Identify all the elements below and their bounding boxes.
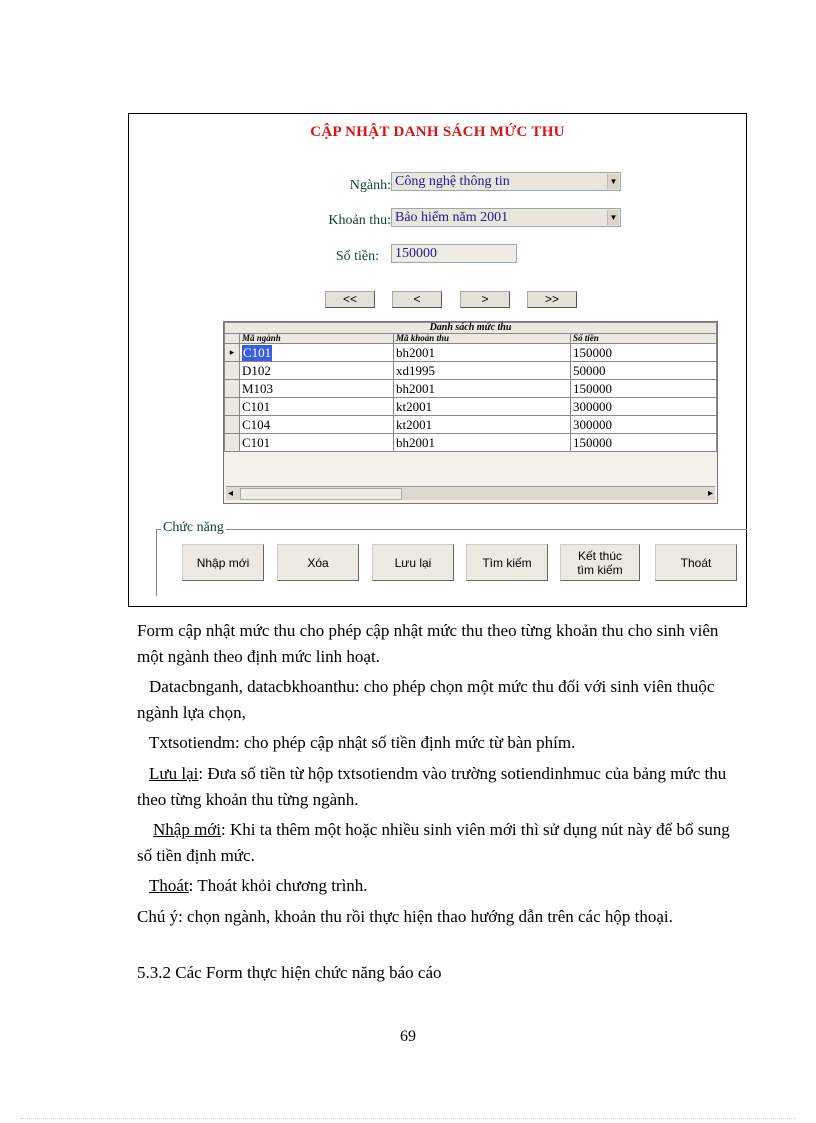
new-button[interactable]: Nhập mới xyxy=(182,544,264,581)
last-record-button[interactable]: >> xyxy=(527,291,577,308)
table-cell[interactable]: C104 xyxy=(240,416,394,434)
chevron-down-icon[interactable]: ▼ xyxy=(607,210,619,225)
sotien-input[interactable]: 150000 xyxy=(391,244,517,263)
delete-button[interactable]: Xóa xyxy=(277,544,359,581)
scroll-right-icon[interactable]: ▸ xyxy=(707,488,713,499)
column-header[interactable]: Mã khoản thu xyxy=(394,334,571,344)
desc-exit: : Thoát khỏi chương trình. xyxy=(188,876,368,895)
row-header[interactable] xyxy=(225,398,240,416)
desc-new: : Khi ta thêm một hoặc nhiều sinh viên mới thì sử dụng nút này để bổ sung số tiền định mức. xyxy=(137,820,730,865)
paragraph-note: Chú ý: chọn ngành, khoản thu rồi thực hiện thao hướng dẫn trên các hộp thoại. xyxy=(137,907,673,926)
table-cell[interactable]: xd1995 xyxy=(394,362,571,380)
search-button[interactable]: Tìm kiếm xyxy=(466,544,548,581)
paragraph-exit xyxy=(137,873,737,899)
term-exit: Thoát xyxy=(149,876,189,895)
table-cell[interactable]: C101 xyxy=(240,398,394,416)
table-cell[interactable]: 50000 xyxy=(571,362,717,380)
horizontal-scrollbar[interactable] xyxy=(226,486,715,500)
row-header[interactable] xyxy=(225,416,240,434)
table-cell[interactable]: 150000 xyxy=(571,434,717,452)
scroll-left-icon[interactable]: ◂ xyxy=(228,488,234,499)
table-cell[interactable]: kt2001 xyxy=(394,416,571,434)
table-row[interactable] xyxy=(225,344,717,362)
form-window xyxy=(128,113,747,607)
table-cell[interactable] xyxy=(240,344,394,362)
khoanthu-combo-value: Bảo hiểm năm 2001 xyxy=(395,210,509,225)
khoanthu-combo[interactable] xyxy=(391,208,621,227)
grid-corner xyxy=(225,334,240,344)
row-header[interactable] xyxy=(225,434,240,452)
prev-record-button[interactable]: < xyxy=(392,291,442,308)
table-cell[interactable]: 150000 xyxy=(571,344,717,362)
page-bottom-rule xyxy=(20,1118,796,1119)
section-heading: 5.3.2 Các Form thực hiện chức năng báo cáo xyxy=(137,963,442,982)
save-button[interactable]: Lưu lại xyxy=(372,544,454,581)
next-record-button[interactable]: > xyxy=(460,291,510,308)
table-cell[interactable]: C101 xyxy=(240,434,394,452)
table-row[interactable] xyxy=(225,362,717,380)
table-cell[interactable]: 300000 xyxy=(571,416,717,434)
end-search-button[interactable]: Kết thúc tìm kiếm xyxy=(560,544,640,581)
term-save: Lưu lại xyxy=(149,764,199,783)
scrollbar-thumb[interactable] xyxy=(240,488,402,500)
row-header[interactable] xyxy=(225,362,240,380)
table-row[interactable] xyxy=(225,398,717,416)
table-row[interactable] xyxy=(225,434,717,452)
page-number: 69 xyxy=(400,1028,416,1045)
row-header[interactable] xyxy=(225,380,240,398)
data-grid[interactable] xyxy=(223,321,718,504)
table-cell[interactable]: D102 xyxy=(240,362,394,380)
table-cell[interactable]: bh2001 xyxy=(394,344,571,362)
first-record-button[interactable]: << xyxy=(325,291,375,308)
column-header[interactable]: Mã ngành xyxy=(240,334,394,344)
function-group-legend: Chức năng xyxy=(163,520,224,535)
term-new: Nhập mới xyxy=(153,820,222,839)
sotien-label: Số tiền: xyxy=(335,249,379,264)
desc-save: : Đưa số tiền từ hộp txtsotiendm vào trường sotiendinhmuc của bảng mức thu theo từng khoản thu từng ngành. xyxy=(137,764,727,809)
table-cell[interactable]: bh2001 xyxy=(394,380,571,398)
table-row[interactable] xyxy=(225,416,717,434)
paragraph-new xyxy=(137,817,737,869)
row-indicator-icon: ▸ xyxy=(225,344,240,362)
selected-cell-text: C101 xyxy=(243,344,272,360)
exit-button[interactable]: Thoát xyxy=(655,544,737,581)
nganh-label: Ngành: xyxy=(349,178,391,193)
grid-caption: Danh sách mức thu xyxy=(225,323,717,334)
khoanthu-label: Khoản thu: xyxy=(328,213,391,228)
nganh-combo-value: Công nghệ thông tin xyxy=(395,174,510,189)
paragraph-intro: Form cập nhật mức thu cho phép cập nhật mức thu theo từng khoản thu cho sinh viên một ngành theo định mức linh hoạt. xyxy=(137,621,719,666)
table-cell[interactable]: 300000 xyxy=(571,398,717,416)
paragraph-textbox: Txtsotiendm: cho phép cập nhật số tiền định mức từ bàn phím. xyxy=(149,733,576,752)
column-header[interactable]: Số tiền xyxy=(571,334,717,344)
table-cell[interactable]: M103 xyxy=(240,380,394,398)
table-cell[interactable]: bh2001 xyxy=(394,434,571,452)
paragraph-save xyxy=(137,761,737,813)
table-row[interactable] xyxy=(225,380,717,398)
table-cell[interactable]: 150000 xyxy=(571,380,717,398)
table-cell[interactable]: kt2001 xyxy=(394,398,571,416)
chevron-down-icon[interactable]: ▼ xyxy=(607,174,619,189)
form-title: CẬP NHẬT DANH SÁCH MỨC THU xyxy=(310,124,565,140)
paragraph-combos: Datacbnganh, datacbkhoanthu: cho phép chọn một mức thu đối với sinh viên thuộc ngành lựa chọn, xyxy=(137,677,715,722)
nganh-combo[interactable] xyxy=(391,172,621,191)
